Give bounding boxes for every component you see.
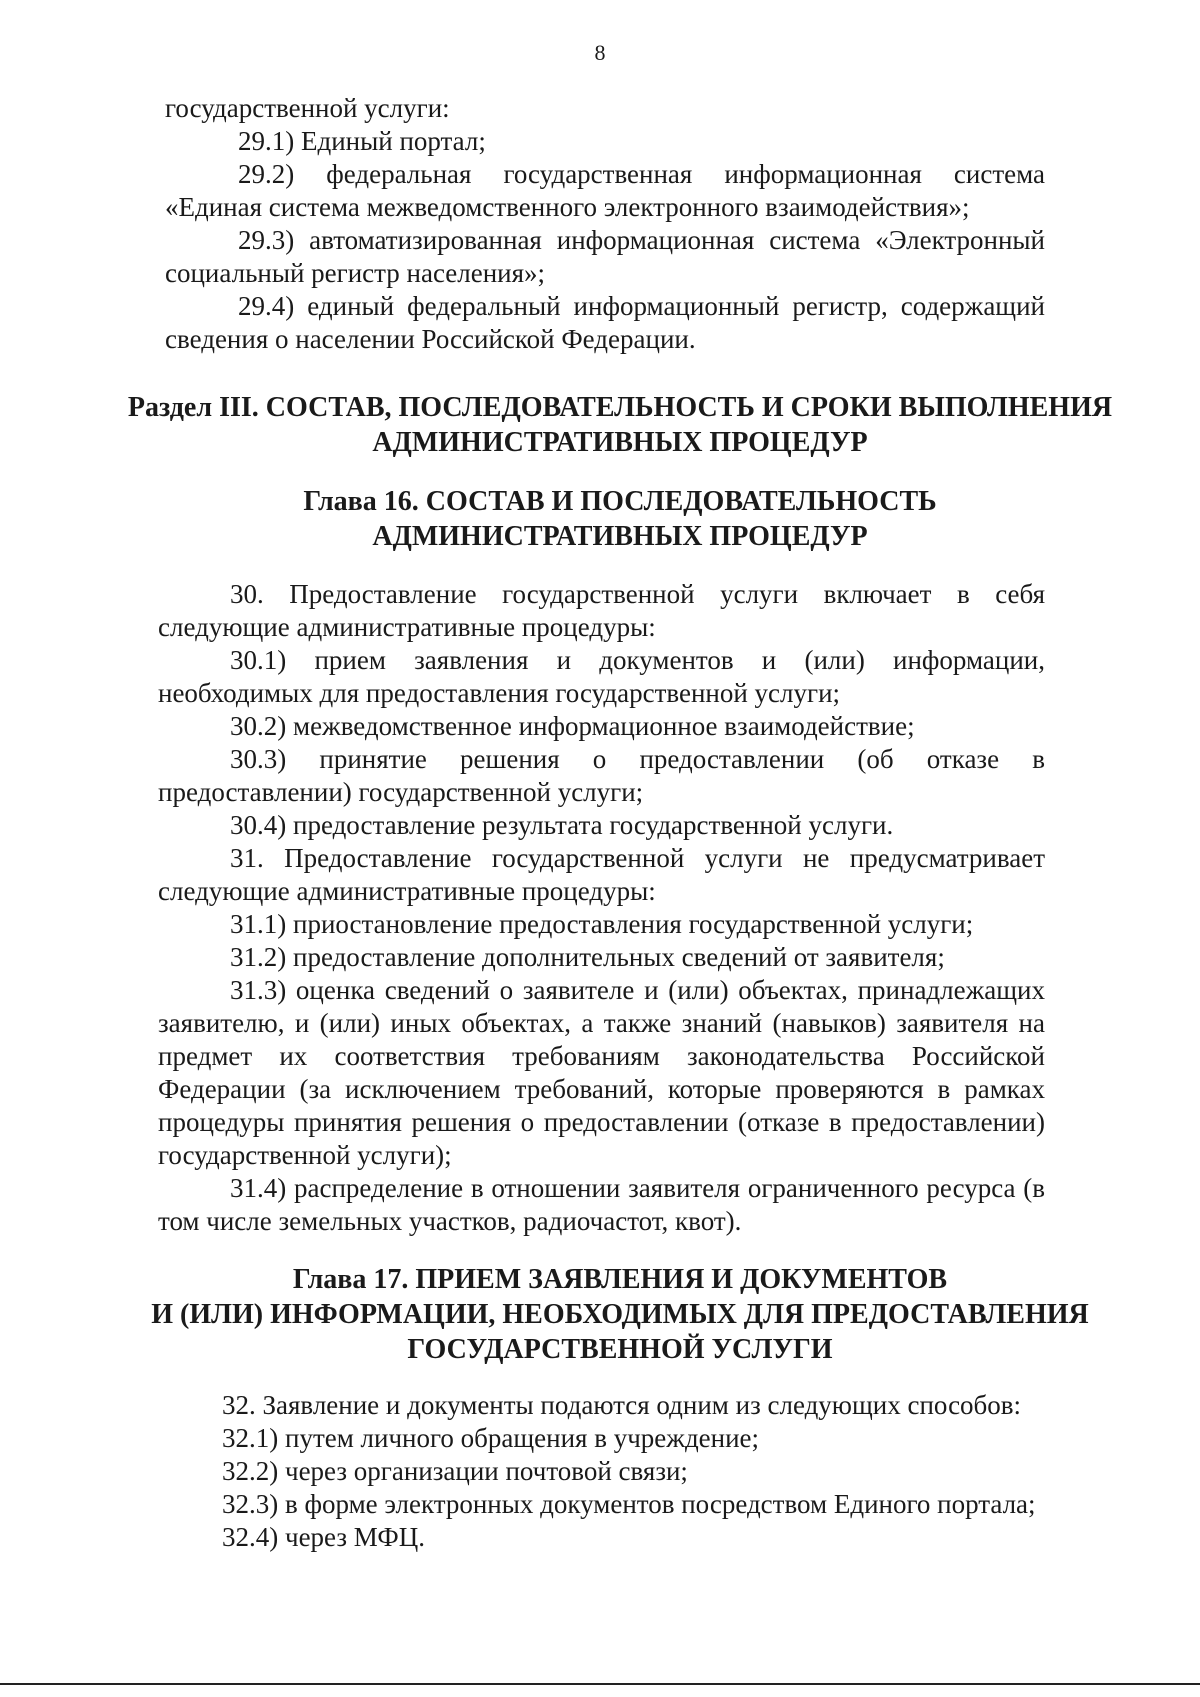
item-29-4: 29.4) единый федеральный информационный регистр, содержащий сведения о населении Российской Федерации. (165, 291, 1045, 354)
item-30: 30. Предоставление государственной услуги включает в себя следующие административные процедуры: (158, 579, 1045, 642)
item-32-1: 32.1) путем личного обращения в учреждение; (222, 1423, 760, 1453)
item-30-4: 30.4) предоставление результата государственной услуги. (230, 810, 894, 840)
item-32-2: 32.2) через организации почтовой связи; (222, 1456, 688, 1486)
item-30-1: 30.1) прием заявления и документов и (или) информации, необходимых для предоставления государственной услуги; (158, 645, 1045, 708)
document-body (0, 92, 1200, 1554)
section-3-line-2: АДМИНИСТРАТИВНЫХ ПРОЦЕДУР (372, 427, 868, 458)
paragraph-lead: государственной услуги: (165, 93, 450, 123)
item-30-2: 30.2) межведомственное информационное взаимодействие; (230, 711, 915, 741)
item-31-1: 31.1) приостановление предоставления государственной услуги; (230, 909, 974, 939)
item-31: 31. Предоставление государственной услуги не предусматривает следующие административные процедуры: (158, 843, 1045, 906)
item-29-1: 29.1) Единый портал; (238, 126, 486, 156)
item-31-4: 31.4) распределение в отношении заявителя ограниченного ресурса (в том числе земельных участков, радиочастот, квот). (158, 1173, 1045, 1236)
chapter-17-heading (0, 1262, 1200, 1367)
item-31-2: 31.2) предоставление дополнительных сведений от заявителя; (230, 942, 945, 972)
chapter-16-line-2: АДМИНИСТРАТИВНЫХ ПРОЦЕДУР (372, 521, 868, 552)
chapter-16-heading (0, 484, 1200, 554)
page-bottom-rule (0, 1683, 1200, 1685)
item-32: 32. Заявление и документы подаются одним из следующих способов: (222, 1390, 1022, 1420)
item-32-4: 32.4) через МФЦ. (222, 1522, 426, 1552)
item-31-3: 31.3) оценка сведений о заявителе и (или) объектах, принадлежащих заявителю, и (или) иных объектах, а также знаний (навыков) заявителя на предмет их соответствия требованиям законодательства Российской Федерации (за исключением требований, которые проверяются в рамках процедуры принятия решения о предоставлении (отказе в предоставлении) государственной услуги); (158, 975, 1045, 1170)
chapter-17-line-1: Глава 17. ПРИЕМ ЗАЯВЛЕНИЯ И ДОКУМЕНТОВ (292, 1264, 948, 1295)
item-29-2: 29.2) федеральная государственная информационная система «Единая система межведомственного электронного взаимодействия»; (165, 159, 1045, 222)
chapter-16-line-1: Глава 16. СОСТАВ И ПОСЛЕДОВАТЕЛЬНОСТЬ (303, 486, 937, 517)
item-29-3: 29.3) автоматизированная информационная система «Электронный социальный регистр населения»; (165, 225, 1045, 288)
chapter-17-line-2: И (ИЛИ) ИНФОРМАЦИИ, НЕОБХОДИМЫХ ДЛЯ ПРЕДОСТАВЛЕНИЯ (151, 1299, 1089, 1330)
section-3-heading (0, 390, 1200, 460)
chapter-17-line-3: ГОСУДАРСТВЕННОЙ УСЛУГИ (407, 1334, 833, 1365)
section-3-line-1: Раздел III. СОСТАВ, ПОСЛЕДОВАТЕЛЬНОСТЬ И СРОКИ ВЫПОЛНЕНИЯ (127, 392, 1113, 423)
page-number: 8 (594, 40, 606, 65)
item-32-3: 32.3) в форме электронных документов посредством Единого портала; (222, 1489, 1036, 1519)
item-30-3: 30.3) принятие решения о предоставлении (об отказе в предоставлении) государственной услуги; (158, 744, 1045, 807)
